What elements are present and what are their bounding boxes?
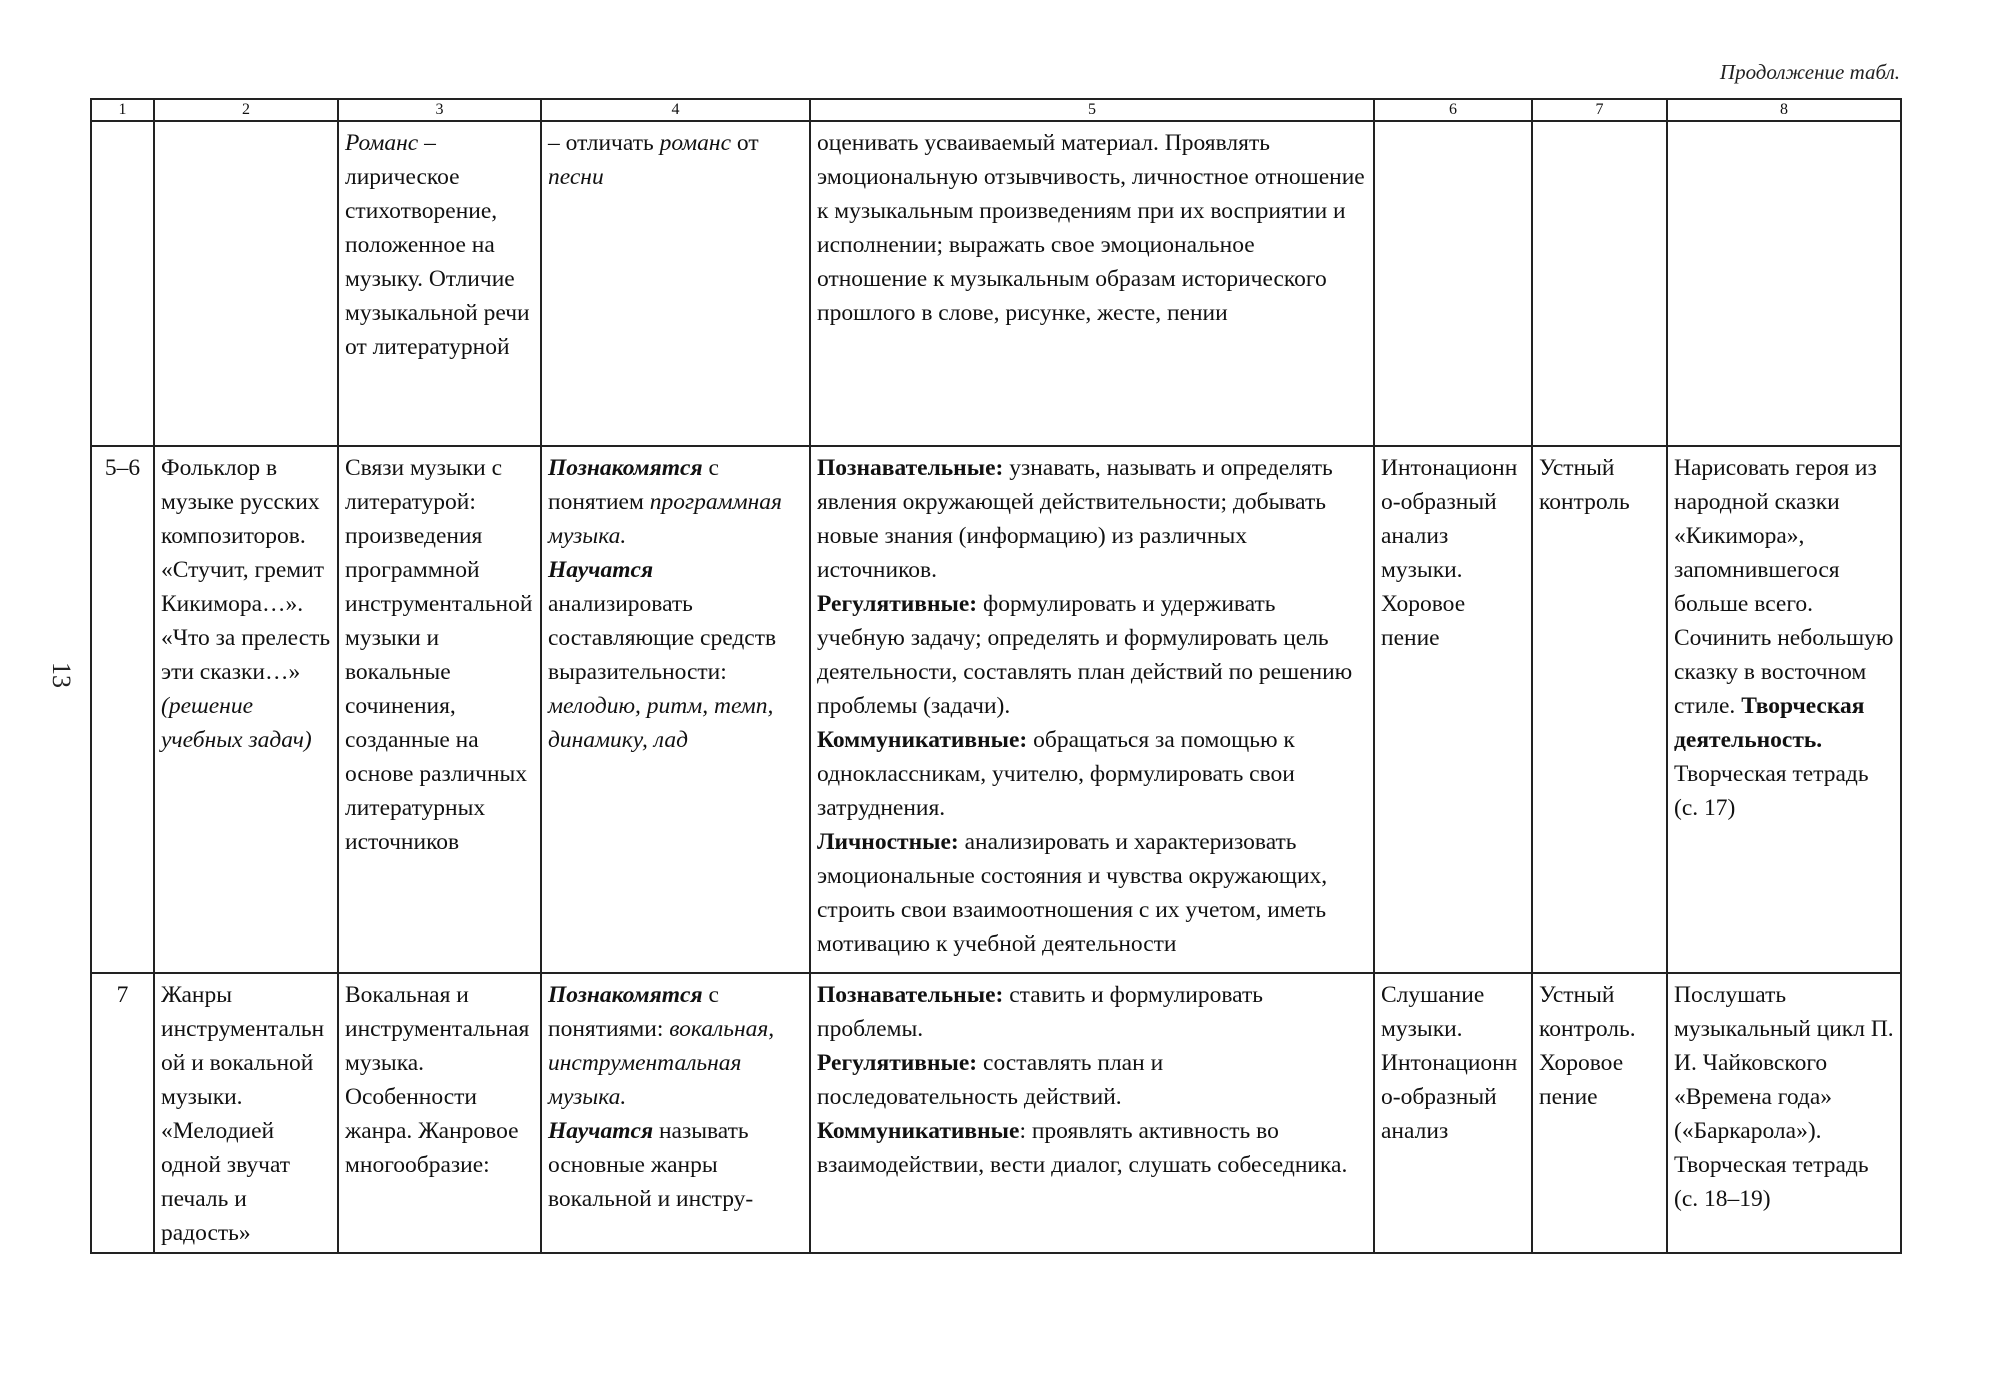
cell-text: от <box>731 130 759 156</box>
cell-number <box>91 121 154 446</box>
cell-text: называть основные жанры вокальной и инстру- <box>548 1118 754 1212</box>
activity-label: Коммуникативные: <box>817 727 1028 753</box>
cell-text: анализировать составляющие средств выразительности: <box>548 591 777 685</box>
continuation-caption: Продолжение табл. <box>1719 60 1900 84</box>
activity-block <box>817 1114 1367 1182</box>
activity-label: Познавательные: <box>817 982 1004 1008</box>
cell-text: с понятиями: <box>548 982 719 1042</box>
table-row <box>91 973 1901 1253</box>
column-header: 3 <box>338 99 541 121</box>
cell-number: 5–6 <box>91 446 154 973</box>
activity-label: Познавательные: <box>817 455 1004 481</box>
page-number: 13 <box>47 662 76 688</box>
cell-types: Слушание музыки. Интонационно-образный анализ <box>1374 973 1532 1253</box>
cell-content: Связи музыки с литературой: произведения программной инструментальной музыки и вокальные сочинения, созданные на основе различных литературных источников <box>338 446 541 973</box>
table-row <box>91 446 1901 973</box>
activity-label: Регулятивные: <box>817 591 978 617</box>
keyword: Познакомятся <box>548 982 703 1008</box>
term: Романс <box>345 130 419 156</box>
lesson-plan-table <box>90 98 1902 1254</box>
keyword: Творческая деятельность. <box>1674 693 1865 753</box>
column-header: 8 <box>1667 99 1901 121</box>
cell-text: ставить и формулировать проблемы. <box>817 982 1263 1042</box>
cell-outcomes <box>541 121 810 446</box>
cell-types: Интонационно-образный анализ музыки. Хоровое пение <box>1374 446 1532 973</box>
activity-block <box>817 723 1367 825</box>
keyword: Познакомятся <box>548 455 703 481</box>
cell-topic: Жанры инструментальной и вокальной музыки. «Мелодией одной звучат печаль и радость» <box>154 973 338 1253</box>
cell-outcomes <box>541 973 810 1253</box>
cell-homework <box>1667 446 1901 973</box>
cell-activities <box>810 446 1374 973</box>
activity-block <box>817 825 1367 961</box>
cell-text: с понятием <box>548 455 719 515</box>
column-header: 2 <box>154 99 338 121</box>
activity-block <box>817 451 1367 587</box>
column-header: 5 <box>810 99 1374 121</box>
column-header: 7 <box>1532 99 1667 121</box>
cell-control <box>1532 121 1667 446</box>
cell-text: формулировать и удерживать учебную задачу; определять и формулировать цель деятельности, составлять план действий по решению проблемы (задачи). <box>817 591 1353 719</box>
cell-text: анализировать и характеризовать эмоциональные состояния и чувства окружающих, строить свои взаимоотношения с их учетом, иметь мотивацию к учебной деятельности <box>817 829 1328 957</box>
term: программная музыка. <box>548 489 782 549</box>
cell-activities: оценивать усваиваемый материал. Проявлять эмоциональную отзывчивость, личностное отношение к музыкальным произведениям при их восприятии и исполнении; выражать свое эмоциональное отношение к музыкальным образам исторического прошлого в слове, рисунке, жесте, пении <box>810 121 1374 446</box>
keyword: Научатся <box>548 557 654 583</box>
term: песни <box>548 164 604 190</box>
cell-topic <box>154 446 338 973</box>
keyword: Научатся <box>548 1118 654 1144</box>
table-row <box>91 121 1901 446</box>
cell-types <box>1374 121 1532 446</box>
column-header: 4 <box>541 99 810 121</box>
activity-label: Регулятивные: <box>817 1050 978 1076</box>
term: романс <box>659 130 732 156</box>
cell-activities <box>810 973 1374 1253</box>
cell-text: Нарисовать героя из народной сказки «Кикимора», запомнившегося больше всего. Сочинить небольшую сказку в восточном стиле. <box>1674 455 1894 719</box>
cell-outcomes <box>541 446 810 973</box>
cell-text: обращаться за помощью к одноклассникам, учителю, формулировать свои затруднения. <box>817 727 1295 821</box>
cell-control: Устный контроль <box>1532 446 1667 973</box>
cell-content <box>338 121 541 446</box>
term: мелодию, ритм, темп, динамику, лад <box>548 693 774 753</box>
cell-topic <box>154 121 338 446</box>
cell-control: Устный контроль. Хоровое пение <box>1532 973 1667 1253</box>
cell-content: Вокальная и инструментальная музыка. Особенности жанра. Жанровое многообразие: <box>338 973 541 1253</box>
term: вокальная, инструментальная музыка. <box>548 1016 775 1110</box>
cell-homework <box>1667 121 1901 446</box>
cell-text: : проявлять активность во взаимодействии, вести диалог, слушать собеседника. <box>817 1118 1348 1178</box>
activity-label: Личностные: <box>817 829 959 855</box>
cell-text: Фольклор в музыке русских композиторов. «Стучит, гремит Кикимора…». «Что за прелесть эти сказки…» <box>161 455 331 685</box>
column-header: 1 <box>91 99 154 121</box>
column-header: 6 <box>1374 99 1532 121</box>
cell-note: (решение учебных задач) <box>161 693 312 753</box>
cell-text: узнавать, называть и определять явления окружающей действительности; добывать новые знания (информацию) из различных источников. <box>817 455 1333 583</box>
activity-block <box>817 1046 1367 1114</box>
column-number-row <box>91 99 1901 121</box>
activity-block <box>817 978 1367 1046</box>
cell-text: Творческая тетрадь (с. 17) <box>1674 761 1869 821</box>
cell-text: составлять план и последовательность действий. <box>817 1050 1164 1110</box>
activity-label: Коммуникативные <box>817 1118 1020 1144</box>
cell-homework: Послушать музыкальный цикл П. И. Чайковского «Времена года» («Баркарола»). Творческая тетрадь (с. 18–19) <box>1667 973 1901 1253</box>
activity-block <box>817 587 1367 723</box>
cell-text: – лирическое стихотворение, положенное на музыку. Отличие музыкальной речи от литературной <box>345 130 530 360</box>
cell-number: 7 <box>91 973 154 1253</box>
cell-text: – отличать <box>548 130 660 156</box>
